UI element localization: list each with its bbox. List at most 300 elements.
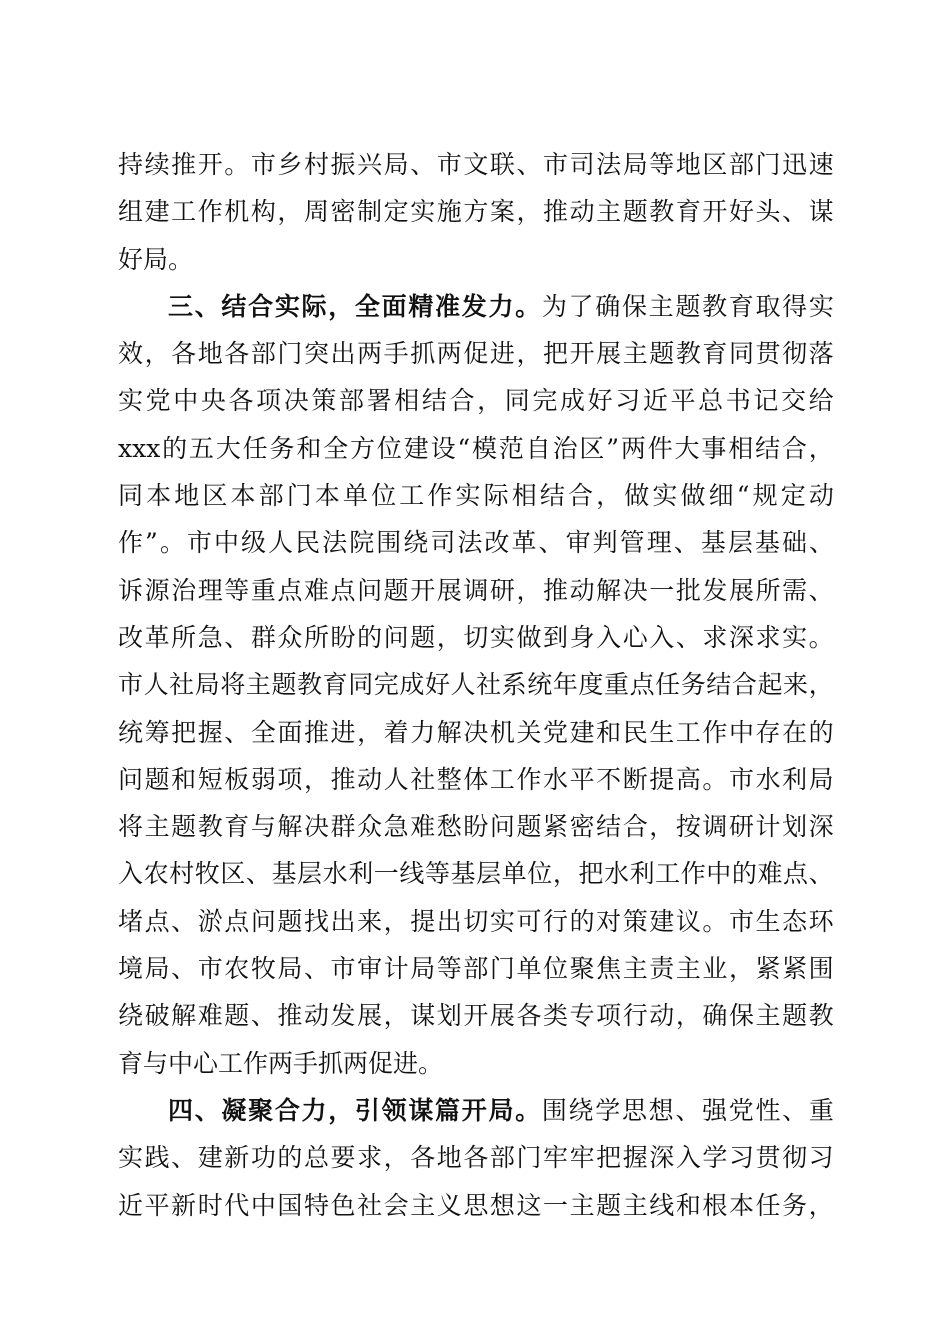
text-char: 为 <box>541 291 567 321</box>
text-char: 育 <box>728 291 754 321</box>
text-char: 存 <box>755 717 781 747</box>
text-char: 环 <box>808 906 834 936</box>
text-char: 结 <box>596 812 622 842</box>
text-char: 五 <box>188 433 214 463</box>
text-char: 绕 <box>403 528 429 558</box>
text-char: 建 <box>197 1143 223 1173</box>
text-char: 本 <box>728 1190 754 1220</box>
text-char: 彻 <box>782 1143 808 1173</box>
text-char: 、 <box>782 1095 808 1125</box>
text-char: 习 <box>808 1143 834 1173</box>
text-line <box>118 330 834 377</box>
text-char: 展 <box>596 339 622 369</box>
text-char: 合 <box>781 433 807 463</box>
text-char: 实 <box>455 481 481 511</box>
text-char: 结 <box>539 481 565 511</box>
text-char: 党 <box>145 386 171 416</box>
text-char: 一 <box>373 859 399 889</box>
text-char: 牧 <box>194 859 220 889</box>
text-char: 工 <box>399 481 425 511</box>
text-char: 群 <box>330 812 356 842</box>
text-char: 地 <box>675 150 701 179</box>
text-char: 局 <box>194 670 220 700</box>
text-char: ， <box>516 575 542 605</box>
text-char: 起 <box>757 670 783 700</box>
text-char: 对 <box>596 906 622 936</box>
text-char: 利 <box>348 859 374 889</box>
text-char: 点 <box>629 670 655 700</box>
text-char: 区 <box>202 481 228 511</box>
text-char: 细 <box>708 481 734 511</box>
text-char: 的 <box>731 859 757 889</box>
text-char: 件 <box>647 433 673 463</box>
text-char: 、 <box>410 150 436 179</box>
text-char: 推 <box>543 197 569 227</box>
text-char: 把 <box>543 339 569 369</box>
text-char: 组 <box>118 197 144 227</box>
text-char: 全 <box>323 433 349 463</box>
text-line <box>118 141 834 188</box>
text-char: 实 <box>652 481 678 511</box>
text-char: 门 <box>516 1143 542 1173</box>
text-line <box>118 188 834 235</box>
text-char: 责 <box>649 954 675 984</box>
text-char: 和 <box>596 717 622 747</box>
text-char: 贯 <box>755 339 781 369</box>
text-char: 聚 <box>569 954 595 984</box>
text-char: 和 <box>675 1190 701 1220</box>
text-line <box>118 236 834 283</box>
text-char: 取 <box>755 291 781 321</box>
text-char: 将 <box>220 670 246 700</box>
text-char: 结 <box>755 433 781 463</box>
text-char: 主 <box>410 1190 436 1220</box>
text-char: 范 <box>498 433 524 463</box>
text-char: 层 <box>297 859 323 889</box>
text-char: 好 <box>728 197 754 227</box>
heading-char: 谋 <box>408 1095 434 1125</box>
text-char: 门 <box>277 339 303 369</box>
text-char: 构 <box>250 197 276 227</box>
text-char: 大 <box>215 433 241 463</box>
heading-char: 篇 <box>435 1095 461 1125</box>
text-char: 社 <box>476 670 502 700</box>
text-char: 进 <box>330 717 356 747</box>
text-line-content: 好局。 <box>118 244 194 274</box>
text-char: 治 <box>552 433 578 463</box>
text-char: ， <box>383 906 409 936</box>
text-char: 解 <box>436 717 462 747</box>
text-char: 问 <box>250 906 276 936</box>
text-char: 出 <box>436 906 462 936</box>
text-char: 理 <box>197 575 223 605</box>
text-char: 速 <box>808 150 834 179</box>
text-char: 治 <box>171 575 197 605</box>
text-char: 根 <box>702 1190 728 1220</box>
text-char: 题 <box>171 812 197 842</box>
text-char: 主 <box>245 670 271 700</box>
text-char: 点 <box>783 859 809 889</box>
text-char: ， <box>649 812 675 842</box>
text-char: 完 <box>373 670 399 700</box>
text-char: 代 <box>224 1190 250 1220</box>
heading-char: 全 <box>354 291 380 321</box>
text-char: 色 <box>330 1190 356 1220</box>
text-line <box>118 945 834 992</box>
text-char: 急 <box>383 812 409 842</box>
text-char: 开 <box>569 339 595 369</box>
text-char: 书 <box>725 386 751 416</box>
text-char: 局 <box>410 954 436 984</box>
text-char: 牢 <box>543 1143 569 1173</box>
text-char: 找 <box>303 906 329 936</box>
text-char: 、 <box>224 622 250 652</box>
text-char: 理 <box>646 528 672 558</box>
text-char: 人 <box>383 764 409 794</box>
text-char: 、 <box>245 859 271 889</box>
text-char: 。 <box>702 906 728 936</box>
text-char: 革 <box>511 528 537 558</box>
text-char: 各 <box>410 1143 436 1173</box>
text-char: 实 <box>782 622 808 652</box>
text-char: 求 <box>357 1143 383 1173</box>
text-char: 调 <box>463 575 489 605</box>
text-char: 问 <box>383 622 409 652</box>
text-char: 思 <box>621 1095 647 1125</box>
text-char: 握 <box>197 717 223 747</box>
text-char: 教 <box>197 812 223 842</box>
text-char: 自 <box>525 433 551 463</box>
text-char: 做 <box>680 481 706 511</box>
text-char: 学 <box>702 1143 728 1173</box>
text-char: 务 <box>782 1190 808 1220</box>
text-char: 社 <box>169 670 195 700</box>
text-char: 开 <box>463 1001 489 1031</box>
text-line <box>118 803 834 850</box>
heading-char: ， <box>328 1095 354 1125</box>
heading-char: 精 <box>408 291 434 321</box>
text-char: “ <box>457 433 471 463</box>
text-char: ， <box>516 339 542 369</box>
text-char: 紧 <box>755 954 781 984</box>
text-char: 得 <box>782 291 808 321</box>
text-char: 实 <box>489 622 515 652</box>
text-char: 合 <box>449 386 475 416</box>
text-char: 堵 <box>118 906 144 936</box>
text-char: 本 <box>146 481 172 511</box>
text-char: 市 <box>197 954 223 984</box>
text-char: 局 <box>383 150 409 179</box>
text-char: 、 <box>516 150 542 179</box>
text-char: 发 <box>330 1001 356 1031</box>
text-char: 难 <box>303 575 329 605</box>
text-char: 基 <box>754 528 780 558</box>
text-char: 出 <box>330 906 356 936</box>
text-char: 题 <box>271 670 297 700</box>
text-char: 把 <box>578 859 604 889</box>
text-char: 法 <box>457 528 483 558</box>
text-char: 机 <box>224 197 250 227</box>
text-char: 。 <box>808 622 834 652</box>
document-body <box>118 141 834 1229</box>
text-char: 革 <box>144 622 170 652</box>
text-char: 党 <box>728 1095 754 1125</box>
text-char: 水 <box>755 764 781 794</box>
text-char: 中 <box>706 859 732 889</box>
text-char: 区 <box>220 859 246 889</box>
text-char: ” <box>606 433 620 463</box>
text-char: 调 <box>702 812 728 842</box>
text-char: 、 <box>303 954 329 984</box>
text-char: 给 <box>808 386 834 416</box>
heading-char: 。 <box>515 291 541 321</box>
text-char: 建 <box>144 197 170 227</box>
text-char: 统 <box>527 670 553 700</box>
text-char: 、 <box>224 717 250 747</box>
text-char: 握 <box>622 1143 648 1173</box>
text-char: 地 <box>174 481 200 511</box>
text-char: 育 <box>224 812 250 842</box>
text-char: 等 <box>224 575 250 605</box>
text-char: 机 <box>489 717 515 747</box>
text-char: 点 <box>144 906 170 936</box>
text-char: 深 <box>649 1143 675 1173</box>
text-char: 体 <box>463 764 489 794</box>
text-char: 一 <box>543 1190 569 1220</box>
text-char: 判 <box>592 528 618 558</box>
text-char: 人 <box>268 528 294 558</box>
heading-char: 引 <box>354 1095 380 1125</box>
text-char: 基 <box>450 859 476 889</box>
text-char: ” <box>145 528 158 558</box>
text-char: 弱 <box>250 764 276 794</box>
text-char: 地 <box>197 339 223 369</box>
text-char: 了 <box>568 291 594 321</box>
heading-char: 面 <box>381 291 407 321</box>
text-char: 统 <box>118 717 144 747</box>
text-char: 事 <box>701 433 727 463</box>
text-line <box>118 519 834 566</box>
text-char: 身 <box>569 622 595 652</box>
text-char: 这 <box>516 1190 542 1220</box>
text-char: 市 <box>436 150 462 179</box>
text-char: ， <box>808 670 834 700</box>
text-char: 迅 <box>782 150 808 179</box>
text-char: 难 <box>757 859 783 889</box>
text-char: 来 <box>783 670 809 700</box>
text-char: 党 <box>543 717 569 747</box>
text-line <box>118 661 834 708</box>
text-char: 市 <box>728 906 754 936</box>
heading-char: 合 <box>248 291 274 321</box>
text-char: 确 <box>595 291 621 321</box>
text-char: 作 <box>702 717 728 747</box>
text-char: 振 <box>330 150 356 179</box>
text-char: 建 <box>569 717 595 747</box>
text-char: 动 <box>569 575 595 605</box>
text-char: 市 <box>728 764 754 794</box>
text-char: 想 <box>489 1190 515 1220</box>
text-char: 态 <box>782 906 808 936</box>
text-char: 部 <box>728 150 754 179</box>
text-char: 牢 <box>569 1143 595 1173</box>
text-char: 建 <box>649 906 675 936</box>
text-char: 重 <box>603 670 629 700</box>
text-char: 开 <box>410 575 436 605</box>
text-char: 。 <box>159 528 185 558</box>
text-char: 推 <box>330 764 356 794</box>
text-char: 点 <box>224 906 250 936</box>
text-char: 围 <box>541 1095 567 1125</box>
text-char: 规 <box>752 481 778 511</box>
heading-char: 力 <box>301 1095 327 1125</box>
text-char: 解 <box>277 812 303 842</box>
text-char: 入 <box>675 1143 701 1173</box>
heading-char: 凝 <box>221 1095 247 1125</box>
heading-char: 聚 <box>248 1095 274 1125</box>
text-line <box>118 709 834 756</box>
heading-char: 开 <box>461 1095 487 1125</box>
text-char: 项 <box>596 1001 622 1031</box>
text-char: 水 <box>322 859 348 889</box>
text-line <box>118 377 834 424</box>
text-char: 兴 <box>357 150 383 179</box>
text-char: 单 <box>516 954 542 984</box>
text-char: 项 <box>277 764 303 794</box>
heading-char: 领 <box>381 1095 407 1125</box>
text-char: 入 <box>118 859 144 889</box>
text-char: 动 <box>569 197 595 227</box>
text-char: 短 <box>197 764 223 794</box>
text-char: 方 <box>463 197 489 227</box>
text-char: 划 <box>782 812 808 842</box>
text-line-content: 育与中心工作两手抓两促进。 <box>118 1048 444 1078</box>
text-char: 部 <box>463 954 489 984</box>
text-char: 民 <box>622 717 648 747</box>
text-char: 实 <box>118 386 144 416</box>
text-char: 决 <box>283 386 309 416</box>
text-char: 和 <box>171 764 197 794</box>
text-char: 主 <box>622 339 648 369</box>
text-char: 制 <box>357 197 383 227</box>
text-char: 本 <box>230 481 256 511</box>
text-char: 教 <box>649 197 675 227</box>
text-char: 题 <box>516 812 542 842</box>
text-char: 入 <box>596 622 622 652</box>
text-char: 展 <box>357 1001 383 1031</box>
text-char: 市 <box>543 150 569 179</box>
text-char: 年 <box>552 670 578 700</box>
text-char: 村 <box>303 150 329 179</box>
text-char: 境 <box>118 954 144 984</box>
heading-char: 力 <box>488 291 514 321</box>
text-char: 人 <box>143 670 169 700</box>
text-char: 类 <box>543 1001 569 1031</box>
text-char: ， <box>303 764 329 794</box>
text-char: 位 <box>371 481 397 511</box>
text-char: 题 <box>782 1001 808 1031</box>
text-char: 要 <box>330 1143 356 1173</box>
text-char: 局 <box>808 764 834 794</box>
text-char: 解 <box>171 1001 197 1031</box>
text-char: 法 <box>596 150 622 179</box>
text-char: 础 <box>781 528 807 558</box>
text-char: 决 <box>303 812 329 842</box>
text-char: 教 <box>808 1001 834 1031</box>
text-char: 焦 <box>596 954 622 984</box>
text-char: 策 <box>311 386 337 416</box>
text-char: 央 <box>200 386 226 416</box>
text-char: 众 <box>277 622 303 652</box>
text-char: 农 <box>224 954 250 984</box>
text-char: 议 <box>675 906 701 936</box>
heading-char: 、 <box>194 1095 220 1125</box>
text-char: 务 <box>680 670 706 700</box>
text-char: 线 <box>649 1190 675 1220</box>
text-char: 等 <box>649 150 675 179</box>
text-char: 位 <box>376 433 402 463</box>
text-char: 围 <box>376 528 402 558</box>
text-char: 难 <box>410 812 436 842</box>
text-char: 法 <box>322 528 348 558</box>
text-char: 题 <box>383 575 409 605</box>
text-char: 大 <box>674 433 700 463</box>
text-char: 决 <box>622 575 648 605</box>
heading-char: 际 <box>301 291 327 321</box>
text-char: 、 <box>675 1095 701 1125</box>
text-line <box>118 614 834 661</box>
text-char: 的 <box>162 433 188 463</box>
text-char: ， <box>383 1143 409 1173</box>
text-char: 筹 <box>144 717 170 747</box>
text-char: 水 <box>543 764 569 794</box>
text-char: 合 <box>568 481 594 511</box>
text-char: 线 <box>399 859 425 889</box>
heading-char: 、 <box>194 291 220 321</box>
text-char: 社 <box>357 1190 383 1220</box>
text-char: 平 <box>569 764 595 794</box>
text-char: 谋 <box>808 197 834 227</box>
text-char: 农 <box>143 859 169 889</box>
text-char: 局 <box>144 954 170 984</box>
text-char: 到 <box>543 622 569 652</box>
text-char: 策 <box>622 906 648 936</box>
text-char: 联 <box>489 150 515 179</box>
text-char: 动 <box>808 481 834 511</box>
text-char: 愁 <box>436 812 462 842</box>
heading-char: 结 <box>221 291 247 321</box>
text-char: 市 <box>118 670 144 700</box>
text-char: 、 <box>782 197 808 227</box>
text-char: 研 <box>728 812 754 842</box>
text-char: 工 <box>489 764 515 794</box>
text-char: 部 <box>489 1143 515 1173</box>
text-char: 际 <box>483 481 509 511</box>
text-char: 题 <box>622 197 648 227</box>
text-char: 密 <box>330 197 356 227</box>
text-char: 板 <box>224 764 250 794</box>
text-char: 把 <box>171 717 197 747</box>
text-char: 中 <box>250 1190 276 1220</box>
heading-char: 三 <box>168 291 194 321</box>
text-char: 诉 <box>118 575 144 605</box>
text-char: 决 <box>463 717 489 747</box>
text-char: 单 <box>501 859 527 889</box>
text-char: 总 <box>698 386 724 416</box>
text-char: 位 <box>527 859 553 889</box>
text-char: 、 <box>808 859 834 889</box>
text-char: 平 <box>144 1190 170 1220</box>
